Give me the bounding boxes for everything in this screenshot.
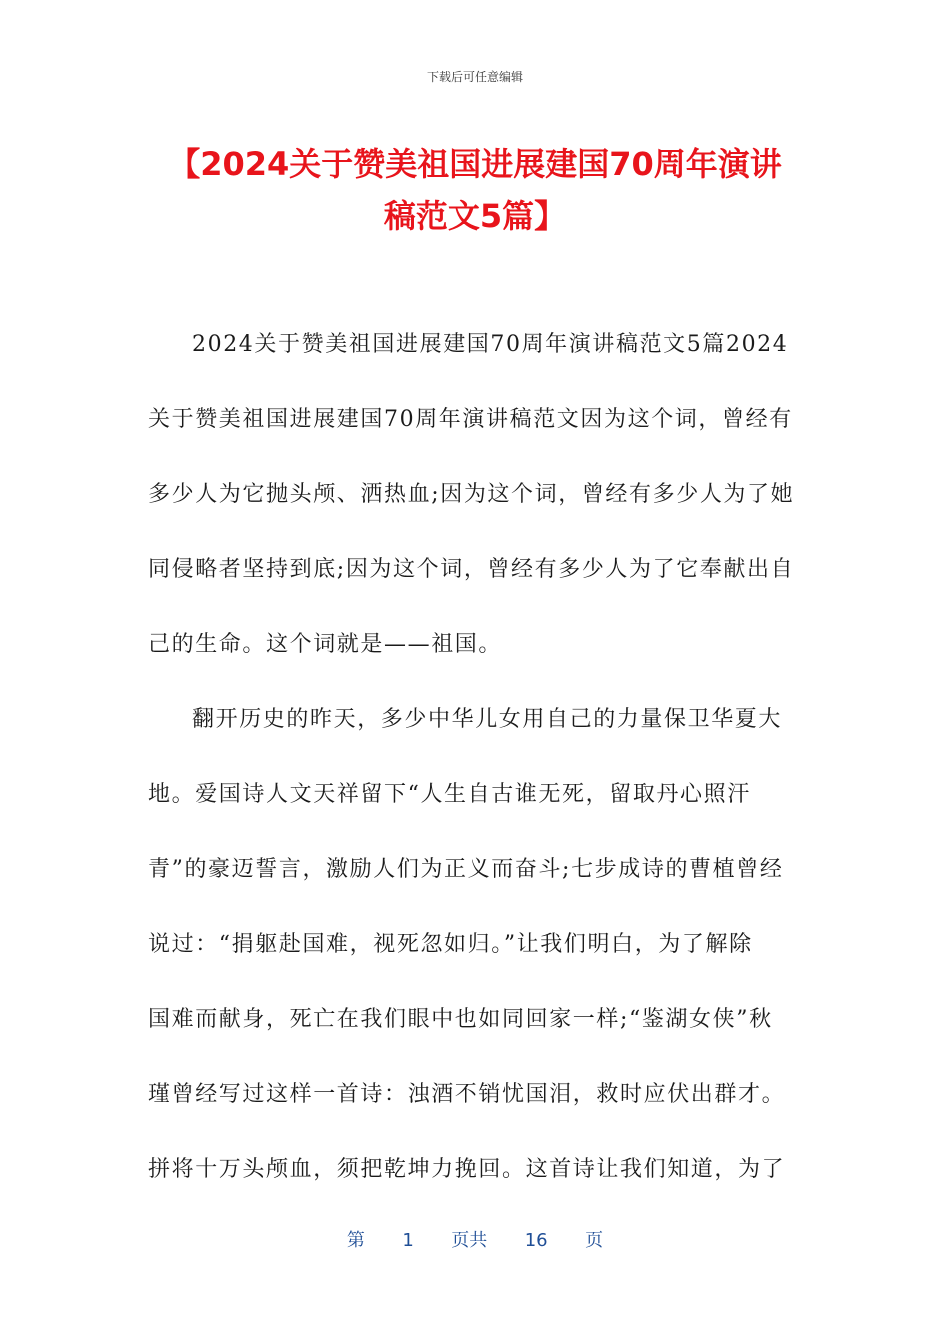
footer-total-pages: 16: [524, 1230, 548, 1251]
header-note: 下载后可任意编辑: [426, 70, 523, 84]
paragraph-line: 说过：“捐躯赴国难，视死忽如归。”让我们明白，为了解除: [148, 932, 753, 957]
paragraph-line: 翻开历史的昨天，多少中华儿女用自己的力量保卫华夏大: [192, 707, 783, 732]
page-footer: [0, 1226, 950, 1252]
paragraph-line: 2024关于赞美祖国进展建国70周年演讲稿范文5篇2024: [192, 332, 789, 357]
paragraph-line: 同侵略者坚持到底;因为这个词，曾经有多少人为了它奉献出自: [148, 557, 795, 582]
document-body: [148, 320, 808, 1220]
paragraph-line: 青”的豪迈誓言，激励人们为正义而奋斗;七步成诗的曹植曾经: [148, 857, 784, 882]
footer-suffix: 页: [585, 1230, 604, 1251]
paragraph-line: 多少人为它抛头颅、洒热血;因为这个词，曾经有多少人为了她: [148, 482, 795, 507]
document-title-line-2: 稿范文5篇】: [383, 197, 567, 235]
paragraph-line: 己的生命。这个词就是——祖国。: [148, 632, 503, 657]
footer-prefix: 第: [346, 1230, 365, 1251]
paragraph-line: 瑾曾经写过这样一首诗：浊酒不销忧国泪，救时应伏出群才。: [148, 1082, 786, 1107]
footer-page-number: 1: [402, 1230, 414, 1251]
paragraph-line: 关于赞美祖国进展建国70周年演讲稿范文因为这个词，曾经有: [148, 407, 793, 432]
document-title-line-1: 【2024关于赞美祖国进展建国70周年演讲: [168, 145, 782, 183]
paragraph-line: 地。爱国诗人文天祥留下“人生自古谁无死，留取丹心照汗: [148, 782, 751, 807]
paragraph-line: 国难而献身，死亡在我们眼中也如同回家一样;“鉴湖女侠”秋: [148, 1007, 773, 1032]
document-title: [120, 138, 830, 242]
paragraph-line: 拼将十万头颅血，须把乾坤力挽回。这首诗让我们知道，为了: [148, 1157, 786, 1182]
footer-middle: 页共: [451, 1230, 488, 1251]
